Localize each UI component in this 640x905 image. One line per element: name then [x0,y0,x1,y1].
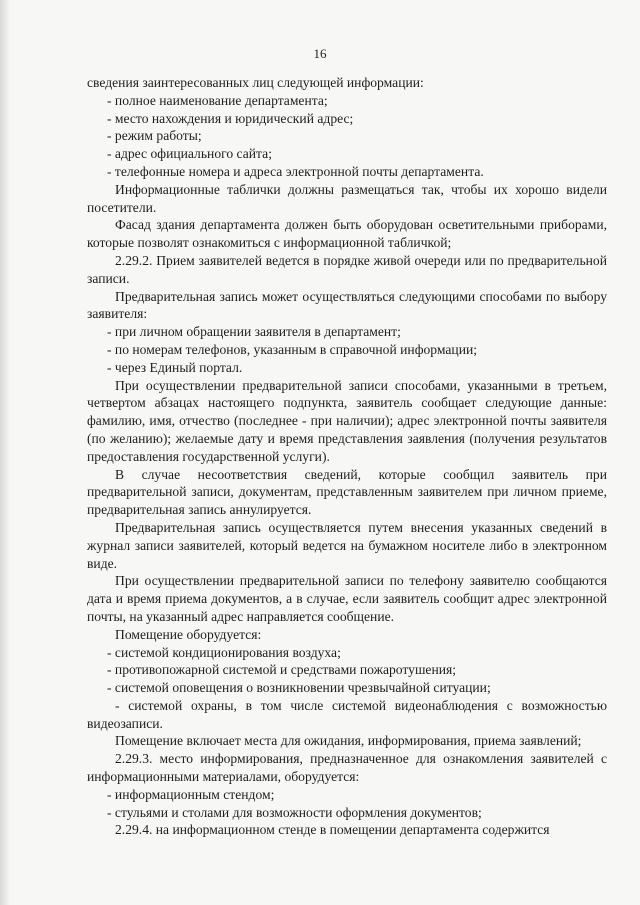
list-item: - режим работы; [107,128,202,144]
list-item: - адрес официального сайта; [107,146,272,162]
scan-edge-shadow [0,0,10,905]
document-body [87,74,607,839]
paragraph: Информационные таблички должны размещаться так, чтобы их хорошо видели посетители. [87,181,607,215]
paragraph: При осуществлении предварительной записи способами, указанными в третьем, четвертом абзацах настоящего подпункта, заявитель сообщает следующие данные: фамилию, имя, отчество (последнее - при наличии); адрес электронной почты заявителя (по желанию); желаемые дату и время представления заявления (получения результатов предоставления государственной услуги). [87,377,607,464]
list-item: - место нахождения и юридический адрес; [107,110,354,126]
list-item: - информационным стендом; [107,786,275,802]
list-item: - через Единый портал. [107,359,243,375]
paragraph: В случае несоответствия сведений, которые сообщил заявитель при предварительной записи, документам, представленным заявителем при личном приеме, предварительная запись аннулируется. [87,466,607,518]
page-number: 16 [313,46,327,61]
paragraph: Помещение оборудуется: [115,626,262,642]
paragraph: 2.29.4. на информационном стенде в помещении департамента содержится [115,822,550,838]
list-item: - системой оповещения о возникновении чрезвычайной ситуации; [107,680,491,696]
list-item: - полное наименование департамента; [107,92,328,108]
list-item: - противопожарной системой и средствами пожаротушения; [107,662,457,678]
list-item: - при личном обращении заявителя в департамент; [107,324,401,340]
list-item: - стульями и столами для возможности оформления документов; [107,804,482,820]
list-item: - по номерам телефонов, указанным в справочной информации; [107,341,478,357]
paragraph: Предварительная запись может осуществляться следующими способами по выбору заявителя: [87,288,607,322]
paragraph: 2.29.3. место информирования, предназначенное для ознакомления заявителей с информационными материалами, оборудуется: [87,751,607,785]
list-item: - телефонные номера и адреса электронной почты департамента. [107,163,484,179]
paragraph: Фасад здания департамента должен быть оборудован осветительными приборами, которые позволят ознакомиться с информационной табличкой; [87,217,607,251]
paragraph: 2.29.2. Прием заявителей ведется в порядке живой очереди или по предварительной записи. [87,252,607,286]
list-item: - системой кондиционирования воздуха; [107,644,341,660]
paragraph: При осуществлении предварительной записи по телефону заявителю сообщаются дата и время приема документов, а в случае, если заявитель сообщит адрес электронной почты, на указанный адрес направляется сообщение. [87,573,607,624]
paragraph: Помещение включает места для ожидания, информирования, приема заявлений; [115,733,582,749]
paragraph: Предварительная запись осуществляется путем внесения указанных сведений в журнал записи заявителей, который ведется на бумажном носителе либо в электронном виде. [87,519,607,571]
paragraph: - системой охраны, в том числе системой видеонаблюдения с возможностью видеозаписи. [87,697,607,731]
paragraph: сведения заинтересованных лиц следующей информации: [87,75,424,90]
